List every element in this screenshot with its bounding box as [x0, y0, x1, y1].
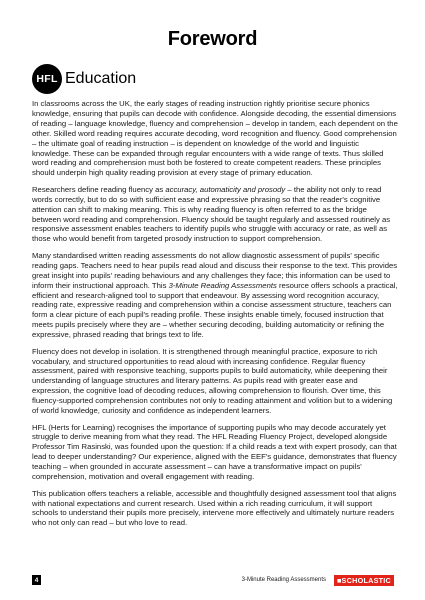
paragraph-4: Fluency does not develop in isolation. It is strengthened through meaningful practice, exposure to rich vocabulary, and structured opportunities to read aloud with increasing confidence. Regular fluency assessment, paired with responsive teaching, supports pupils to build automaticity, while deepening their understanding of language structures and literary patterns. As pupils read with greater ease and expression, the cognitive load of decoding reduces, allowing comprehension to flourish. Over time, this fluency-supported comprehension contributes not only to reading attainment and volition but to a widening of world knowledge, curiosity and confidence as independent learners. [32, 346, 393, 416]
scholastic-logo: ■SCHOLASTIC [334, 575, 394, 586]
paragraph-3: Many standardised written reading assessments do not allow diagnostic assessment of pupils' specific reading gaps. Teachers need to hear pupils read aloud and discuss their response to the text. This provides great insight into pupils' reading behaviours and any challenges they face; this information can be used to inform their instructional approach. This 3-Minute Reading Assessments resource offers schools a practical, efficient and research-aligned tool to support that endeavour. By assessing word recognition accuracy, reading rate, expressive reading and comprehension within a concise assessment structure, teachers can form a clear picture of each pupil's reading profile. These insights enable timely, focused instruction that meets pupils precisely where they are – whether securing decoding, building automaticity or refining the expressive, phrased reading that brings text to life. [32, 250, 398, 340]
paragraph-6: This publication offers teachers a reliable, accessible and thoughtfully designed assessment tool that aligns with national expectations and current research. Used within a rich reading curriculum, it will support schools to understand their pupils more precisely, intervene more effectively and ultimately nurture readers who not only can read – but who love to read. [32, 488, 397, 528]
emphasis-book-title: 3-Minute Reading Assessments [168, 280, 277, 290]
footer-book-title: 3-Minute Reading Assessments [241, 577, 326, 583]
foreword-body [32, 99, 398, 535]
hfl-logo-word: Education [65, 70, 137, 87]
page-number: 4 [32, 575, 41, 585]
hfl-logo-mark: HFL [32, 64, 62, 94]
paragraph-5: HFL (Herts for Learning) recognises the importance of supporting pupils who may decode accurately yet struggle to derive meaning from what they read. The HFL Reading Fluency Project, developed alongside Professor Tim Rasinski, was founded upon the question: If a child reads a text with expert prosody, can that lead to deeper understanding? Our experience, aligned with the EEF's guidance, demonstrates that fluency teaching – when grounded in accurate assessment – can have a transformative impact on pupils' comprehension, motivation and overall engagement with reading. [32, 422, 397, 482]
page-title: Foreword [167, 28, 258, 50]
paragraph-2: Researchers define reading fluency as accuracy, automaticity and prosody – the ability not only to read words correctly, but to do so with sufficient ease and expressive phrasing so that the reader's cognitive attention can shift to making meaning. This is why reading fluency is often referred to as the bridge between word reading and comprehension. Fluency should be taught regularly and assessed routinely as responsive assessment enables teachers to identify pupils who struggle with accuracy or rate, as well as those who would benefit from targeted prosody instruction to support comprehension. [32, 184, 391, 244]
emphasis-fluency-definition: accuracy, automaticity and prosody [165, 184, 286, 194]
page-footer [32, 575, 394, 587]
hfl-education-logo [32, 64, 136, 94]
paragraph-1: In classrooms across the UK, the early stages of reading instruction rightly prioritise secure phonics knowledge, ensuring that pupils can decode with confidence. Alongside decoding, the essential dimensions of reading – language knowledge, fluency and comprehension – develop in tandem, each dependent on the other. Skilled word reading requires accurate decoding, word recognition and fluency. Good comprehension – the ultimate goal of reading instruction – is dependent on knowledge of the world and linguistic knowledge. These can be expanded through regular encounters with a wide range of texts. Thus skilled word reading and comprehension must both be fostered to create competent readers. These principles should underpin high quality reading provision at every stage of primary education. [32, 99, 398, 178]
